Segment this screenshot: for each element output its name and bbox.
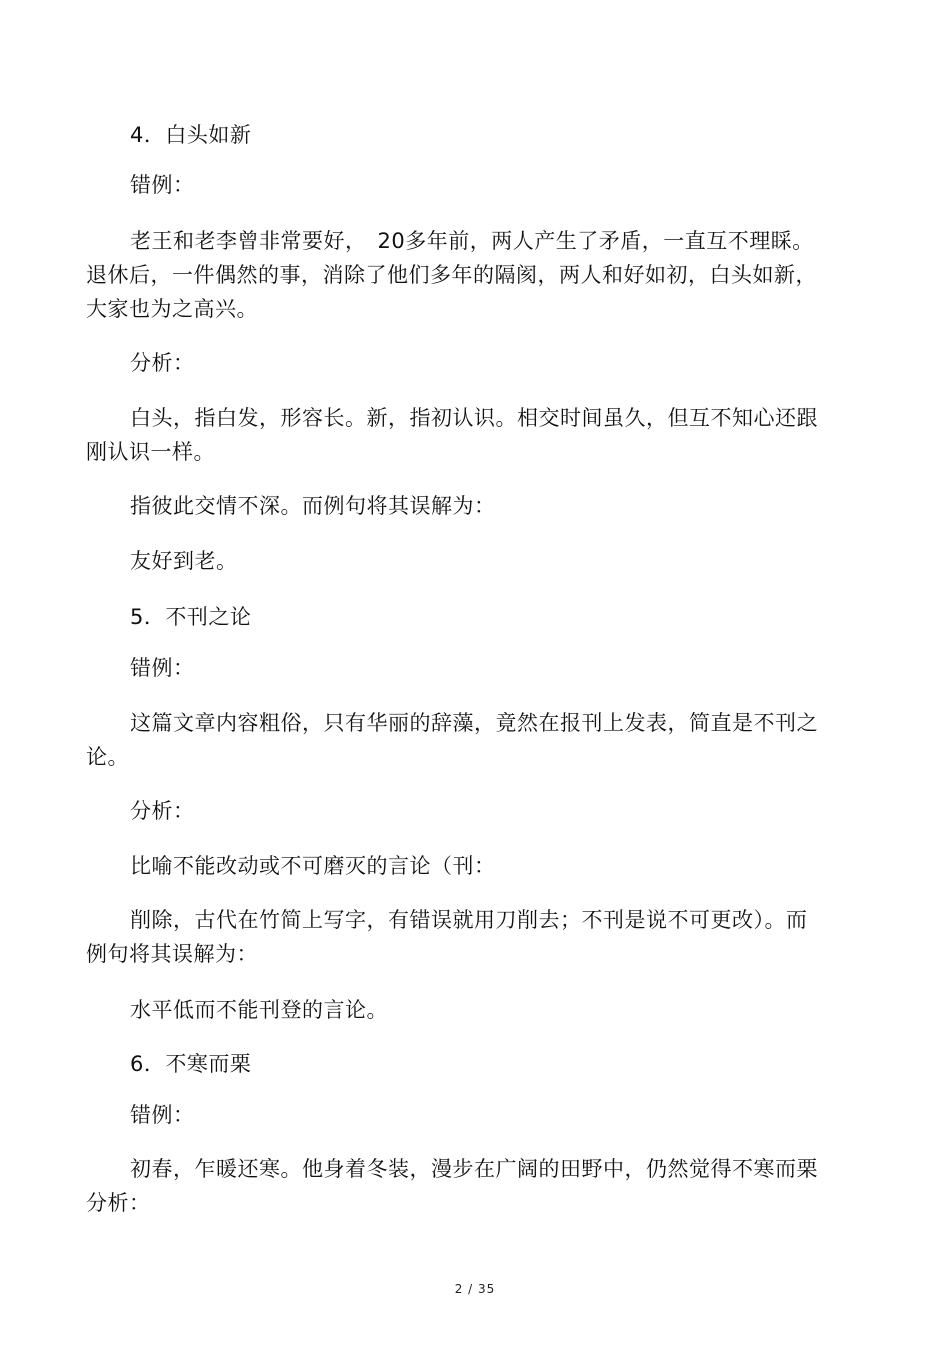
label-error-example: 错例：	[130, 656, 195, 680]
heading-item-5: 5．不刊之论	[130, 605, 252, 629]
analysis-paragraph: 削除，古代在竹简上写字，有错误就用刀削去；不刊是说不可更改）。而例句将其误解为：	[86, 908, 808, 966]
example-paragraph: 初春，乍暖还寒。他身着冬装，漫步在广阔的田野中，仍然觉得不寒而栗分析：	[86, 1157, 818, 1215]
example-paragraph: 这篇文章内容粗俗，只有华丽的辞藻，竟然在报刊上发表，简直是不刊之论。	[86, 711, 818, 769]
analysis-paragraph: 白头，指白发，形容长。新，指初认识。相交时间虽久，但互不知心还跟刚认识一样。	[86, 406, 818, 464]
label-error-example: 错例：	[130, 1103, 195, 1127]
heading-item-4: 4．白头如新	[130, 123, 252, 147]
example-paragraph: 老王和老李曾非常要好， 20多年前，两人产生了矛盾，一直互不理睬。退休后，一件偶然的事，消除了他们多年的隔阂，两人和好如初，白头如新，大家也为之高兴。	[86, 229, 817, 321]
analysis-paragraph: 指彼此交情不深。而例句将其误解为：	[130, 494, 496, 518]
label-analysis: 分析：	[130, 351, 195, 375]
page-number: 2 / 35	[454, 1282, 496, 1296]
heading-item-6: 6．不寒而栗	[130, 1052, 252, 1076]
analysis-paragraph: 比喻不能改动或不可磨灭的言论（刊：	[130, 854, 496, 878]
label-analysis: 分析：	[130, 799, 195, 823]
label-error-example: 错例：	[130, 173, 195, 197]
analysis-paragraph: 友好到老。	[130, 549, 238, 573]
analysis-paragraph: 水平低而不能刊登的言论。	[130, 998, 388, 1022]
